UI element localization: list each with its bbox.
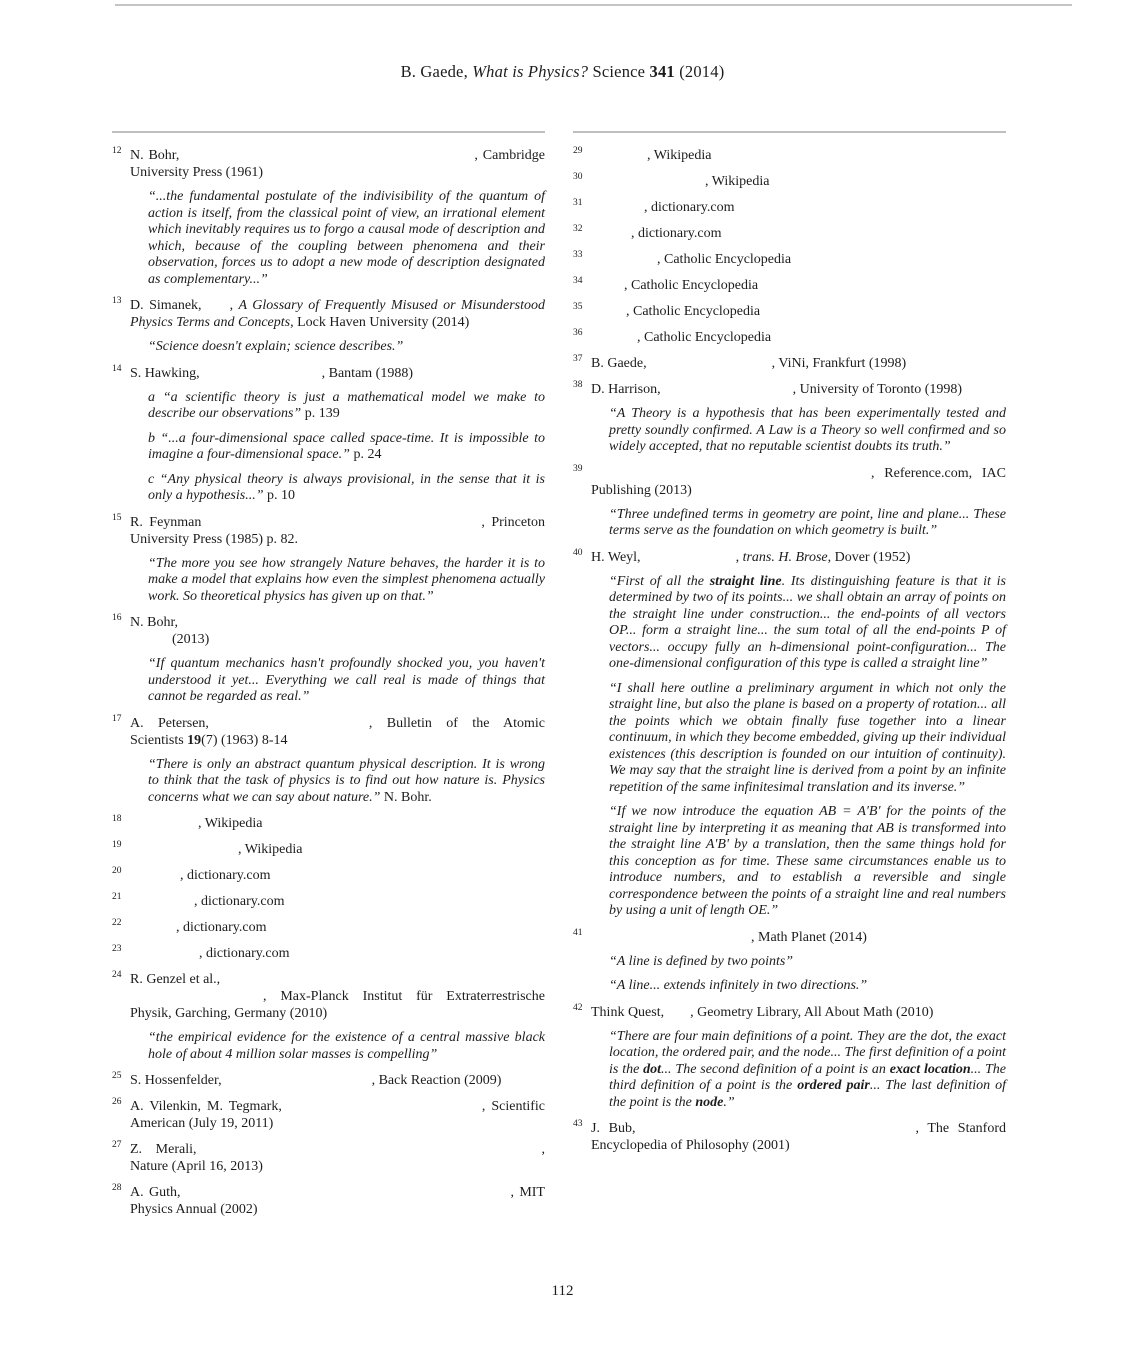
hidden-link-gap xyxy=(130,904,194,905)
reference-item xyxy=(112,1141,545,1175)
hidden-link-gap xyxy=(591,236,631,237)
citation-text: J. Bub, xyxy=(591,1121,636,1136)
page-number: 112 xyxy=(551,1283,574,1299)
hidden-link-gap xyxy=(591,158,647,159)
reference-number: 21 xyxy=(112,892,122,902)
reference-number: 13 xyxy=(112,296,122,306)
quote-text: “the empirical evidence for the existence of a central massive black hole of about 4 million solar masses is compelling” xyxy=(148,1030,545,1062)
reference-number: 14 xyxy=(112,363,122,374)
reference-item xyxy=(573,329,1006,346)
citation-line xyxy=(591,277,1006,294)
header-author: B. Gaede, xyxy=(400,62,473,81)
quote-text: “The more you see how strangely Nature behaves, the harder it is to make a model that explains how even the simplest phenomena actually work. So theoretical physics has given up on that.” xyxy=(148,555,545,604)
citation-text: B. Gaede, xyxy=(591,356,647,371)
citation-text: , xyxy=(229,298,239,313)
citation-text: A. Petersen, xyxy=(130,715,209,731)
reference-number: 25 xyxy=(112,1071,122,1081)
citation-text: A. Guth, xyxy=(130,1185,181,1200)
hidden-link-gap xyxy=(179,158,474,159)
citation-text: , The Stanford Encyclopedia of Philosophy (2001) xyxy=(591,1121,1006,1153)
reference-item xyxy=(573,147,1006,164)
citation-text: S. Hawking, xyxy=(130,365,200,381)
hidden-link-gap xyxy=(209,726,369,727)
reference-number: 19 xyxy=(112,840,122,850)
citation-text: , Bantam (1988) xyxy=(321,365,413,381)
quote-paragraph xyxy=(148,556,545,606)
reference-item xyxy=(573,303,1006,320)
citation-line xyxy=(591,549,1006,566)
quote-paragraph xyxy=(148,472,545,505)
citation-text: (7) (1963) 8-14 xyxy=(201,732,288,748)
reference-number: 42 xyxy=(573,1002,583,1013)
reference-number: 31 xyxy=(573,198,583,208)
citation-text: , Reference.com, IAC Publishing (2013) xyxy=(591,465,1006,498)
citation-text: , Max-Planck Institut für Extraterrestrische Physik, Garching, Germany (2010) xyxy=(130,989,545,1021)
column-rule-left xyxy=(112,131,545,133)
reference-item xyxy=(573,225,1006,242)
quote-text: “A Theory is a hypothesis that has been experimentally tested and pretty soundly confirmed. A Law is a Theory so well confirmed and so widely accepted, that no reputable scientist doubts its truth.” xyxy=(609,406,1006,454)
reference-item xyxy=(112,1098,545,1132)
reference-item xyxy=(112,147,545,288)
reference-number: 30 xyxy=(573,172,583,182)
hidden-link-gap xyxy=(180,1195,510,1196)
hidden-link-gap xyxy=(130,878,180,879)
reference-item xyxy=(112,841,545,858)
hidden-link-gap xyxy=(202,308,230,309)
citation-line xyxy=(591,199,1006,216)
quote-text: “...the fundamental postulate of the indivisibility of the quantum of action is itself, from the classical point of view, an irrational element which inevitably requires us to forgo a causal mode of description and which, because of the coupling between phenomena and their observation, forces us to adopt a new mode of description designated as complementary...” xyxy=(148,189,545,287)
citation-line xyxy=(591,329,1006,346)
citation-text: trans. H. Brose xyxy=(742,549,828,565)
hidden-link-gap xyxy=(591,262,657,263)
quote-paragraph xyxy=(609,954,1006,971)
top-page-rule xyxy=(115,4,1072,6)
citation-text: , Dover (1952) xyxy=(827,549,911,565)
citation-line xyxy=(591,465,1006,499)
citation-line xyxy=(130,365,545,382)
reference-item xyxy=(573,251,1006,268)
reference-item xyxy=(112,815,545,832)
citation-text: , dictionary.com xyxy=(199,946,290,961)
citation-text: , dictionary.com xyxy=(644,200,735,215)
quote-text: “There is only an abstract quantum physical description. It is wrong to think that the task of physics is to find out how nature is. Physics concerns what we can say about nature.” xyxy=(148,756,545,805)
reference-item xyxy=(112,893,545,910)
citation-text: D. Harrison, xyxy=(591,382,661,397)
reference-item xyxy=(112,365,545,505)
quote-text: p. 10 xyxy=(267,488,295,503)
citation-text: , dictionary.com xyxy=(194,894,285,909)
quote-paragraph xyxy=(609,681,1006,797)
citation-line xyxy=(130,297,545,331)
reference-number: 12 xyxy=(112,146,122,156)
reference-item xyxy=(112,919,545,936)
reference-number: 20 xyxy=(112,866,122,876)
hidden-link-gap xyxy=(635,1131,915,1132)
citation-text: , Scientific American (July 19, 2011) xyxy=(130,1099,545,1131)
citation-line xyxy=(591,355,1006,372)
hidden-link-gap xyxy=(200,376,322,377)
citation-text: R. Genzel et al., xyxy=(130,972,221,987)
citation-line xyxy=(130,919,545,936)
reference-number: 17 xyxy=(112,713,122,724)
citation-text: R. Feynman xyxy=(130,514,202,530)
hidden-link-gap xyxy=(661,392,793,393)
citation-line xyxy=(130,971,545,1022)
hidden-link-gap xyxy=(282,1109,482,1110)
quote-paragraph xyxy=(609,1029,1006,1112)
citation-line xyxy=(591,173,1006,190)
citation-line xyxy=(591,929,1006,946)
reference-item xyxy=(112,867,545,884)
reference-number: 32 xyxy=(573,224,583,234)
citation-text: , Catholic Encyclopedia xyxy=(657,252,792,267)
citation-text: Think Quest, xyxy=(591,1004,665,1020)
citation-text: (2013) xyxy=(172,632,210,647)
citation-text: N. Bohr, xyxy=(130,148,180,163)
header-journal: Science xyxy=(592,62,650,81)
reference-item xyxy=(573,381,1006,456)
citation-text: , dictionary.com xyxy=(631,226,722,241)
citation-text: , ViNi, Frankfurt (1998) xyxy=(771,356,907,371)
reference-number: 36 xyxy=(573,328,583,338)
reference-number: 24 xyxy=(112,970,122,980)
quote-paragraph xyxy=(609,574,1006,673)
quote-text: node xyxy=(695,1094,724,1110)
reference-item xyxy=(573,173,1006,190)
header-paper-title: What is Physics? xyxy=(472,62,593,81)
citation-text: 19 xyxy=(187,732,202,748)
quote-text: straight line xyxy=(709,573,782,589)
quote-paragraph xyxy=(148,390,545,423)
citation-line xyxy=(130,945,545,962)
reference-number: 23 xyxy=(112,944,122,954)
citation-text: , Catholic Encyclopedia xyxy=(624,278,759,293)
citation-text: , dictionary.com xyxy=(180,868,271,883)
hidden-link-gap xyxy=(591,340,637,341)
hidden-link-gap xyxy=(641,560,736,561)
citation-text: , Wikipedia xyxy=(198,816,263,831)
references-column-right xyxy=(573,131,1006,1163)
quote-text: “Three undefined terms in geometry are point, line and plane... These terms serve as the foundation on which geometry is built.” xyxy=(609,506,1006,538)
reference-number: 22 xyxy=(112,918,122,928)
citation-text: , University of Toronto (1998) xyxy=(792,382,963,397)
quote-text: exact location xyxy=(889,1061,971,1077)
quote-text: “If quantum mechanics hasn't profoundly shocked you, you haven't understood it yet... Everything we call real is made of things that cannot be regarded as real.” xyxy=(148,656,545,704)
quote-text: “Science doesn't explain; science describes.” xyxy=(148,339,404,354)
hidden-link-gap xyxy=(130,642,172,643)
reference-number: 18 xyxy=(112,814,122,824)
hidden-link-gap xyxy=(222,1083,372,1084)
reference-number: 27 xyxy=(112,1140,122,1150)
citation-text: , MIT Physics Annual (2002) xyxy=(130,1185,545,1217)
hidden-link-gap xyxy=(591,314,626,315)
citation-line xyxy=(130,614,545,648)
references-list-right xyxy=(573,147,1006,1154)
reference-item xyxy=(112,514,545,606)
reference-item xyxy=(112,971,545,1063)
quote-paragraph xyxy=(148,431,545,464)
reference-item xyxy=(573,355,1006,372)
hidden-link-gap xyxy=(130,956,199,957)
references-list-left xyxy=(112,147,545,1218)
reference-item xyxy=(573,199,1006,216)
quote-text: N. Bohr. xyxy=(383,789,432,805)
quote-paragraph xyxy=(148,656,545,706)
quote-text: .” xyxy=(723,1094,735,1110)
quote-text: p. 24 xyxy=(353,447,382,462)
citation-line xyxy=(591,147,1006,164)
reference-item xyxy=(573,549,1006,920)
references-column-left xyxy=(112,131,545,1227)
citation-line xyxy=(591,1120,1006,1154)
citation-text: , Wikipedia xyxy=(647,148,712,163)
reference-number: 34 xyxy=(573,276,583,286)
citation-text: , Geometry Library, All About Math (2010) xyxy=(690,1004,934,1020)
citation-text: , Wikipedia xyxy=(238,842,303,857)
reference-number: 33 xyxy=(573,250,583,260)
quote-text: b “...a four-dimensional space called space-time. It is impossible to imagine a four-dimensional space.” xyxy=(148,430,545,462)
quote-text: “If we now introduce the equation AB = A'B' for the points of the straight line by interpreting it as meaning that AB is transformed into the straight line A'B' by a translation, then the same things hold for this conception as for time. These same circumstances enable us to introduce numbers, and to establish a reversible and single correspondence between the points of a straight line and real numbers by using a unit of length OE.” xyxy=(609,804,1006,918)
quote-text: p. 139 xyxy=(304,406,340,421)
page-header xyxy=(0,62,1125,82)
quote-text: “I shall here outline a preliminary argument in which not only the straight line, but also the plane is based on a property of rotation... all the points which we obtain finally fuse together into a linear continuum, in which they become embedded, giving up their individual existences (this description is founded on our intuition of continuity). We may say that the straight line is derived from a point by an infinite repetition of the same infinitesimal translation and its inverse.” xyxy=(609,680,1006,795)
citation-text: , Nature (April 16, 2013) xyxy=(130,1142,545,1174)
hidden-link-gap xyxy=(201,525,481,526)
citation-text: S. Hossenfelder, xyxy=(130,1073,222,1088)
citation-line xyxy=(591,381,1006,398)
citation-line xyxy=(130,514,545,548)
reference-item xyxy=(112,715,545,807)
quote-paragraph xyxy=(148,1030,545,1063)
citation-line xyxy=(591,303,1006,320)
quote-text: . Its distinguishing feature is that it is determined by two of its points... we shall obtain an array of points on the straight line under construction... the end-points of all vectors OP... form a straight line... the sum total of all the end-points P of vectors... occupy fully an h-dimensional point-configuration... The one-dimensional configuration of this type is called a straight line” xyxy=(609,573,1006,671)
hidden-link-gap xyxy=(591,184,705,185)
hidden-link-gap xyxy=(130,999,263,1000)
quote-paragraph xyxy=(148,757,545,807)
citation-text: N. Bohr, xyxy=(130,615,179,630)
reference-item xyxy=(573,929,1006,995)
header-volume: 341 xyxy=(649,62,675,81)
hidden-link-gap xyxy=(647,366,772,367)
citation-text: , dictionary.com xyxy=(176,920,267,935)
citation-text: , Catholic Encyclopedia xyxy=(637,330,772,345)
citation-line xyxy=(130,1141,545,1175)
quote-text: ... The last definition of the point is the xyxy=(609,1078,1007,1110)
citation-text: , Cambridge University Press (1961) xyxy=(130,148,545,180)
quote-paragraph xyxy=(609,507,1006,540)
reference-number: 39 xyxy=(573,463,583,474)
reference-item xyxy=(112,614,545,706)
citation-text: , Wikipedia xyxy=(705,174,770,189)
quote-text: “A line... extends infinitely in two directions.” xyxy=(609,978,868,993)
citation-text: , xyxy=(735,549,743,565)
reference-number: 38 xyxy=(573,380,583,390)
reference-item xyxy=(573,1120,1006,1154)
quote-paragraph xyxy=(148,339,545,356)
citation-line xyxy=(130,815,545,832)
citation-text: , Math Planet (2014) xyxy=(751,929,867,945)
reference-number: 16 xyxy=(112,613,122,623)
quote-text: a “a scientific theory is just a mathematical model we make to describe our observations” xyxy=(148,389,545,421)
quote-paragraph xyxy=(609,804,1006,920)
quote-text: “There are four main definitions of a point. They are the dot, the exact location, the ordered pair, and the node... The first definition of a point is the xyxy=(609,1028,1006,1077)
reference-number: 26 xyxy=(112,1097,122,1107)
hidden-link-gap xyxy=(130,852,238,853)
quote-text: ... The third definition of a point is the xyxy=(609,1061,1006,1093)
citation-text: D. Simanek, xyxy=(130,298,202,313)
quote-text: “First of all the xyxy=(609,573,710,589)
hidden-link-gap xyxy=(591,940,751,941)
citation-line xyxy=(130,147,545,181)
quote-text: dot xyxy=(643,1061,662,1077)
citation-text: , Back Reaction (2009) xyxy=(371,1073,502,1088)
citation-text: , Princeton University Press (1985) p. 82. xyxy=(130,514,545,547)
hidden-link-gap xyxy=(591,476,871,477)
quote-paragraph xyxy=(148,189,545,288)
citation-line xyxy=(130,867,545,884)
reference-item xyxy=(112,1184,545,1218)
citation-line xyxy=(130,841,545,858)
hidden-link-gap xyxy=(591,288,624,289)
citation-line xyxy=(130,1184,545,1218)
reference-item xyxy=(112,945,545,962)
citation-line xyxy=(130,1072,545,1089)
citation-line xyxy=(130,1098,545,1132)
quote-text: “A line is defined by two points” xyxy=(609,953,794,969)
citation-text: Z. Merali, xyxy=(130,1142,197,1157)
quote-text: ordered pair xyxy=(797,1078,870,1093)
reference-number: 35 xyxy=(573,302,583,312)
hidden-link-gap xyxy=(664,1015,690,1016)
reference-number: 15 xyxy=(112,512,122,523)
reference-number: 29 xyxy=(573,146,583,156)
hidden-link-gap xyxy=(591,210,644,211)
quote-text: ... The second definition of a point is an xyxy=(661,1061,890,1077)
header-year: (2014) xyxy=(674,62,725,81)
citation-line xyxy=(130,893,545,910)
citation-line xyxy=(130,715,545,749)
hidden-link-gap xyxy=(130,826,198,827)
citation-text: , Catholic Encyclopedia xyxy=(626,304,761,319)
reference-item xyxy=(112,1072,545,1089)
reference-number: 37 xyxy=(573,354,583,364)
quote-paragraph xyxy=(609,406,1006,456)
hidden-link-gap xyxy=(130,930,176,931)
reference-number: 28 xyxy=(112,1183,122,1193)
reference-item xyxy=(573,465,1006,540)
citation-text: H. Weyl, xyxy=(591,549,641,565)
citation-text: A. Vilenkin, M. Tegmark, xyxy=(130,1099,282,1114)
reference-number: 40 xyxy=(573,547,583,558)
citation-text: , Bulletin of the Atomic Scientists xyxy=(130,715,545,748)
citation-line xyxy=(591,1004,1006,1021)
reference-item xyxy=(573,1004,1006,1112)
citation-line xyxy=(591,251,1006,268)
quote-text: c “Any physical theory is always provisional, in the sense that it is only a hypothesis...” xyxy=(148,471,545,503)
quote-paragraph xyxy=(609,978,1006,995)
citation-text: A Glossary of Frequently Misused or Misunderstood Physics Terms and Concepts xyxy=(130,298,545,330)
reference-item xyxy=(573,277,1006,294)
column-rule-right xyxy=(573,131,1006,133)
reference-item xyxy=(112,297,545,356)
reference-number: 41 xyxy=(573,927,583,938)
citation-text: , Lock Haven University (2014) xyxy=(290,315,470,330)
hidden-link-gap xyxy=(197,1152,542,1153)
reference-number: 43 xyxy=(573,1119,583,1129)
citation-line xyxy=(591,225,1006,242)
